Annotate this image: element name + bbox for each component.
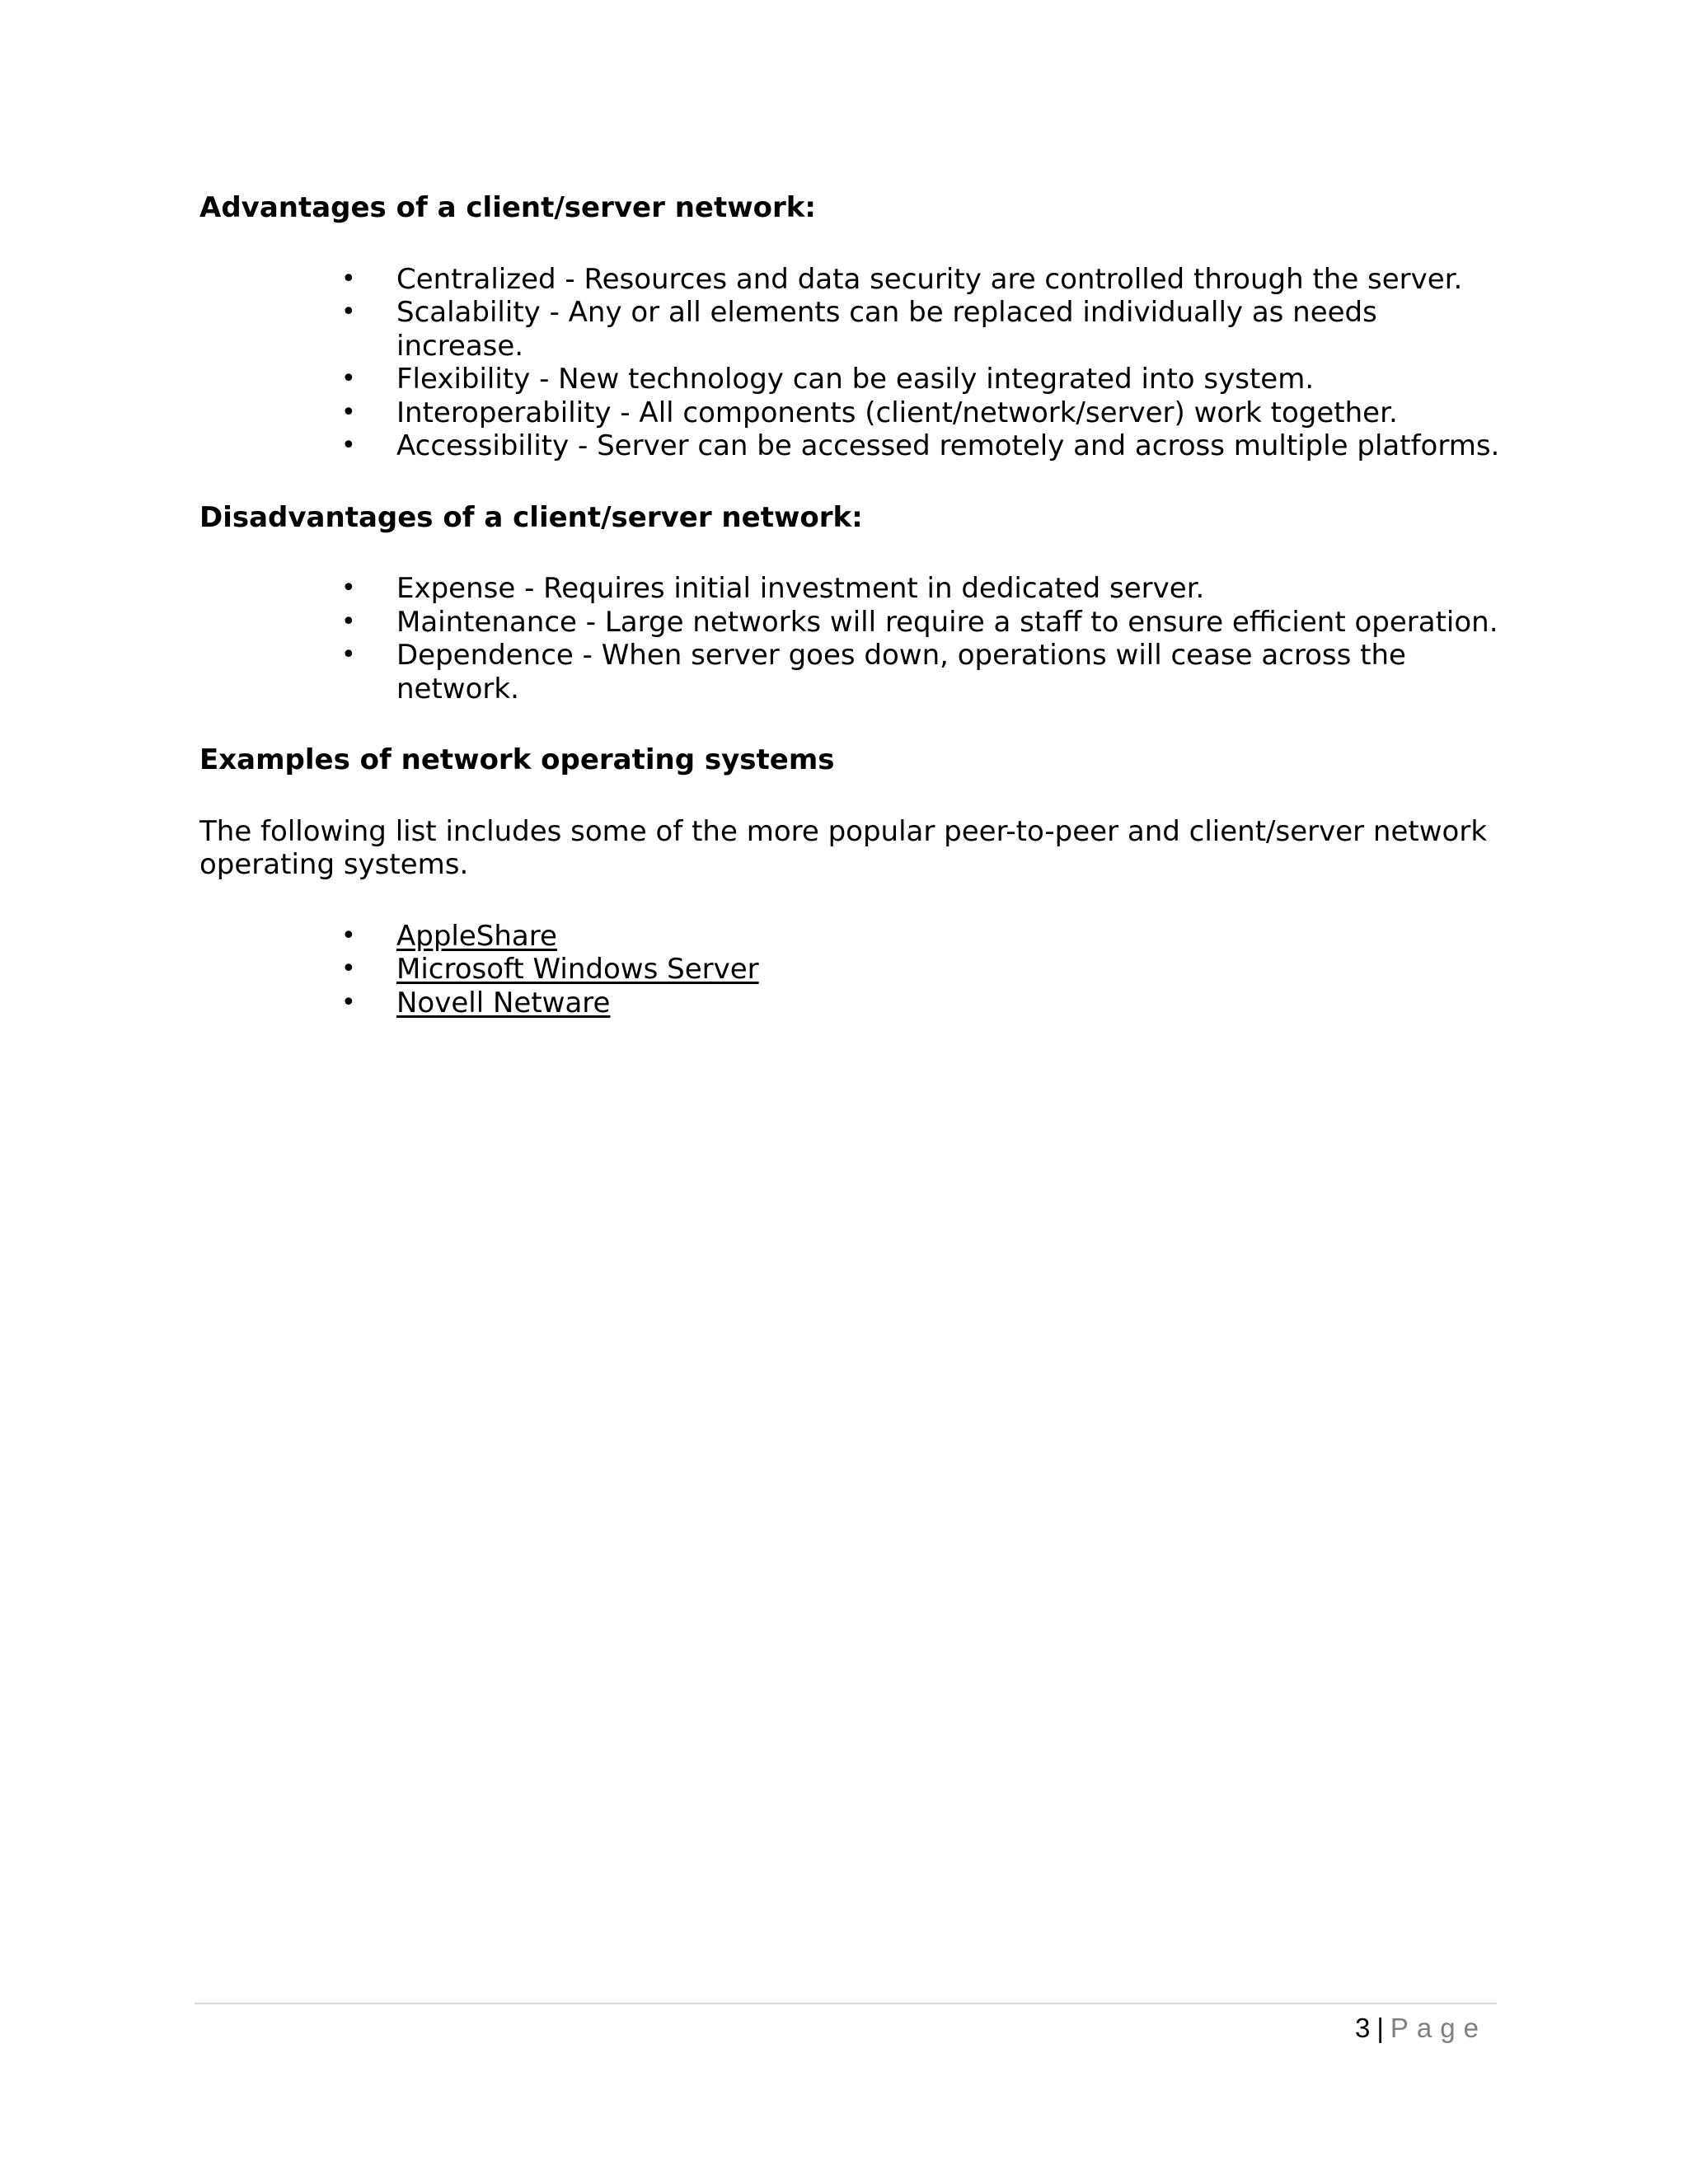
link-novell-netware[interactable]: Novell Netware	[396, 986, 611, 1019]
examples-list	[199, 920, 1502, 1020]
advantages-list	[199, 263, 1502, 463]
list-item: • Interoperability - All components (client/network/server) work together.	[341, 396, 1398, 429]
bullet-icon: •	[341, 397, 356, 427]
page-label: Page	[1390, 2013, 1487, 2043]
bullet-icon: •	[341, 364, 356, 393]
advantages-heading: Advantages of a client/server network:	[199, 191, 816, 224]
list-item: • Centralized - Resources and data security are controlled through the server.	[341, 262, 1463, 296]
bullet-icon: •	[341, 431, 356, 460]
examples-intro: The following list includes some of the more popular peer-to-peer and client/server network operating systems.	[199, 814, 1488, 881]
footer-separator: |	[1376, 2013, 1384, 2043]
list-item: • Scalability - Any or all elements can be replaced individually as needs increase.	[341, 296, 1377, 363]
list-item: • Dependence - When server goes down, operations will cease across the network.	[341, 639, 1406, 705]
bullet-icon: •	[341, 640, 356, 669]
list-item	[341, 919, 1502, 954]
bullet-icon: •	[341, 574, 356, 602]
list-item: • Flexibility - New technology can be easily integrated into system.	[341, 363, 1315, 396]
bullet-icon: •	[341, 954, 356, 983]
disadvantages-list	[199, 572, 1502, 705]
footer-divider	[195, 2003, 1497, 2004]
list-item: • Expense - Requires initial investment in dedicated server.	[341, 572, 1205, 605]
bullet-icon: •	[341, 987, 356, 1017]
list-item: • Maintenance - Large networks will require a staff to ensure efficient operation.	[341, 605, 1498, 639]
examples-heading: Examples of network operating systems	[199, 743, 835, 776]
page-footer	[1355, 2012, 1487, 2045]
disadvantages-heading: Disadvantages of a client/server network:	[199, 500, 863, 534]
bullet-icon: •	[341, 921, 356, 950]
list-item	[341, 986, 1502, 1020]
link-appleshare[interactable]: AppleShare	[396, 919, 557, 953]
list-item	[341, 953, 1502, 987]
page-content	[199, 191, 1502, 1057]
bullet-icon: •	[341, 298, 356, 326]
bullet-icon: •	[341, 607, 356, 636]
list-item: • Accessibility - Server can be accessed remotely and across multiple platforms.	[341, 429, 1500, 462]
bullet-icon: •	[341, 264, 356, 293]
page-number: 3	[1354, 2013, 1371, 2043]
link-microsoft-windows-server[interactable]: Microsoft Windows Server	[396, 953, 759, 986]
